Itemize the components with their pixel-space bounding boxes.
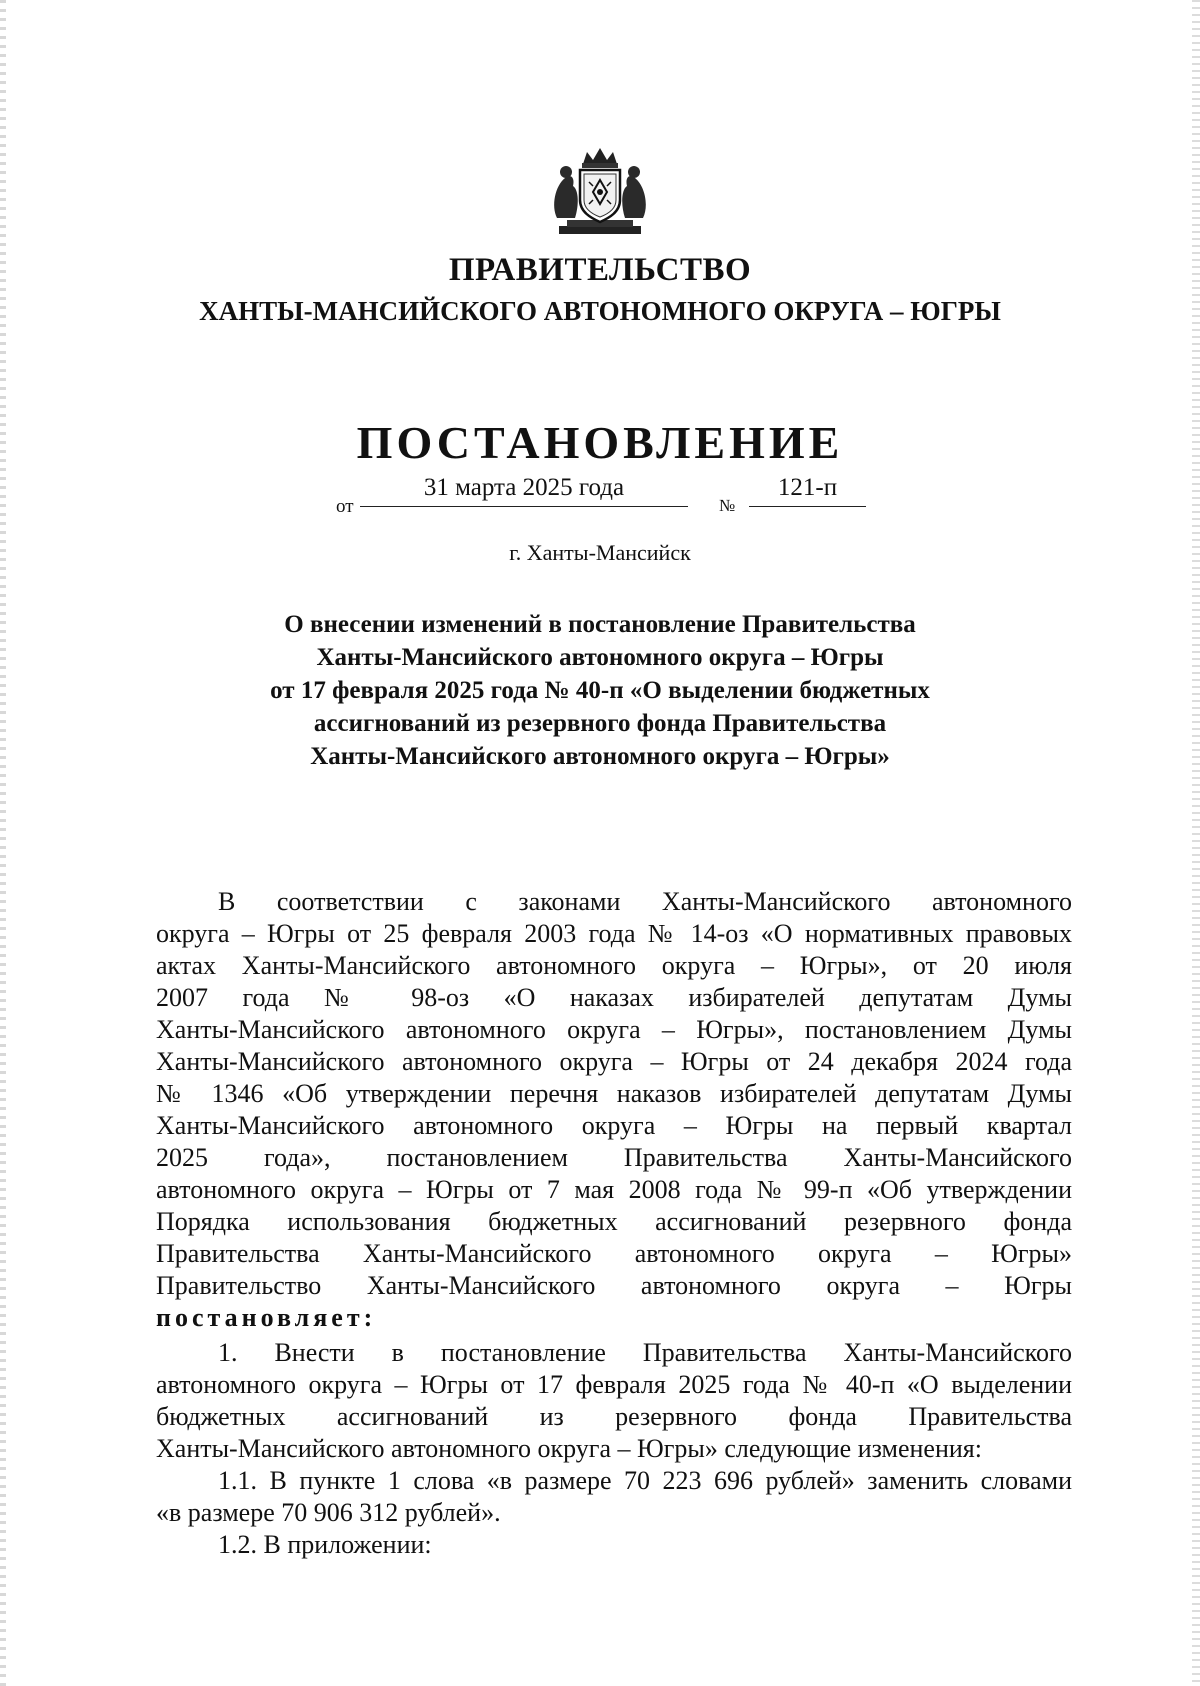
date-from-label: от — [336, 496, 354, 517]
item-line: бюджетных ассигнований из резервного фонда Правительства — [156, 1402, 1072, 1431]
item-line: 1.1. В пункте 1 слова «в размере 70 223 696 рублей» заменить словами — [218, 1466, 1072, 1495]
document-number: 121-п — [749, 474, 866, 507]
document-type: ПОСТАНОВЛЕНИЕ — [356, 417, 844, 468]
preamble-line: Правительства Ханты-Мансийского автономного округа – Югры» — [156, 1239, 1072, 1268]
item-line: автономного округа – Югры от 17 февраля 2025 года № 40-п «О выделении — [156, 1370, 1072, 1399]
preamble-line: 2007 года № 98-оз «О наказах избирателей депутатам Думы — [156, 983, 1072, 1012]
document-date-number-line — [336, 474, 866, 520]
government-title: ПРАВИТЕЛЬСТВО — [448, 252, 752, 288]
document-date: 31 марта 2025 года — [360, 474, 688, 507]
heading-line: от 17 февраля 2025 года № 40-п «О выделении бюджетных — [270, 677, 930, 704]
item-line: Ханты-Мансийского автономного округа – Югры» следующие изменения: — [156, 1434, 982, 1463]
government-subtitle: ХАНТЫ-МАНСИЙСКОГО АВТОНОМНОГО ОКРУГА – ЮГРЫ — [199, 296, 1001, 326]
preamble-line: Ханты-Мансийского автономного округа – Югры на первый квартал — [156, 1111, 1072, 1140]
preamble-line: Ханты-Мансийского автономного округа – Югры от 24 декабря 2024 года — [156, 1047, 1072, 1076]
preamble-line: 2025 года», постановлением Правительства Ханты-Мансийского — [156, 1143, 1072, 1172]
resolution-items — [156, 1337, 1072, 1561]
preamble-line: Правительство Ханты-Мансийского автономного округа – Югры — [156, 1271, 1072, 1300]
heading-line: ассигнований из резервного фонда Правительства — [313, 710, 887, 737]
heading-line: Ханты-Мансийского автономного округа – Югры» — [310, 743, 890, 770]
preamble-paragraph — [156, 886, 1072, 1334]
item-line: 1. Внести в постановление Правительства Ханты-Мансийского — [218, 1338, 1072, 1367]
document-city: г. Ханты-Мансийск — [509, 540, 691, 565]
preamble-line: актах Ханты-Мансийского автономного округа – Югры», от 20 июля — [156, 951, 1072, 980]
preamble-line: округа – Югры от 25 февраля 2003 года № 14-оз «О нормативных правовых — [156, 919, 1072, 948]
preamble-line: В соответствии с законами Ханты-Мансийского автономного — [218, 887, 1072, 916]
item-line: «в размере 70 906 312 рублей». — [156, 1498, 501, 1527]
preamble-line: автономного округа – Югры от 7 мая 2008 года № 99-п «Об утверждении — [156, 1175, 1072, 1204]
preamble-line: Ханты-Мансийского автономного округа – Югры», постановлением Думы — [156, 1015, 1072, 1044]
coat-of-arms-emblem — [549, 146, 651, 238]
resolves-word: постановляет: — [156, 1303, 377, 1332]
number-label: № — [719, 496, 736, 515]
item-line: 1.2. В приложении: — [218, 1530, 432, 1559]
document-heading — [200, 608, 1000, 773]
preamble-line: Порядка использования бюджетных ассигнований резервного фонда — [156, 1207, 1072, 1236]
preamble-line: № 1346 «Об утверждении перечня наказов избирателей депутатам Думы — [156, 1079, 1072, 1108]
heading-line: О внесении изменений в постановление Правительства — [284, 611, 916, 638]
heading-line: Ханты-Мансийского автономного округа – Югры — [316, 644, 884, 671]
